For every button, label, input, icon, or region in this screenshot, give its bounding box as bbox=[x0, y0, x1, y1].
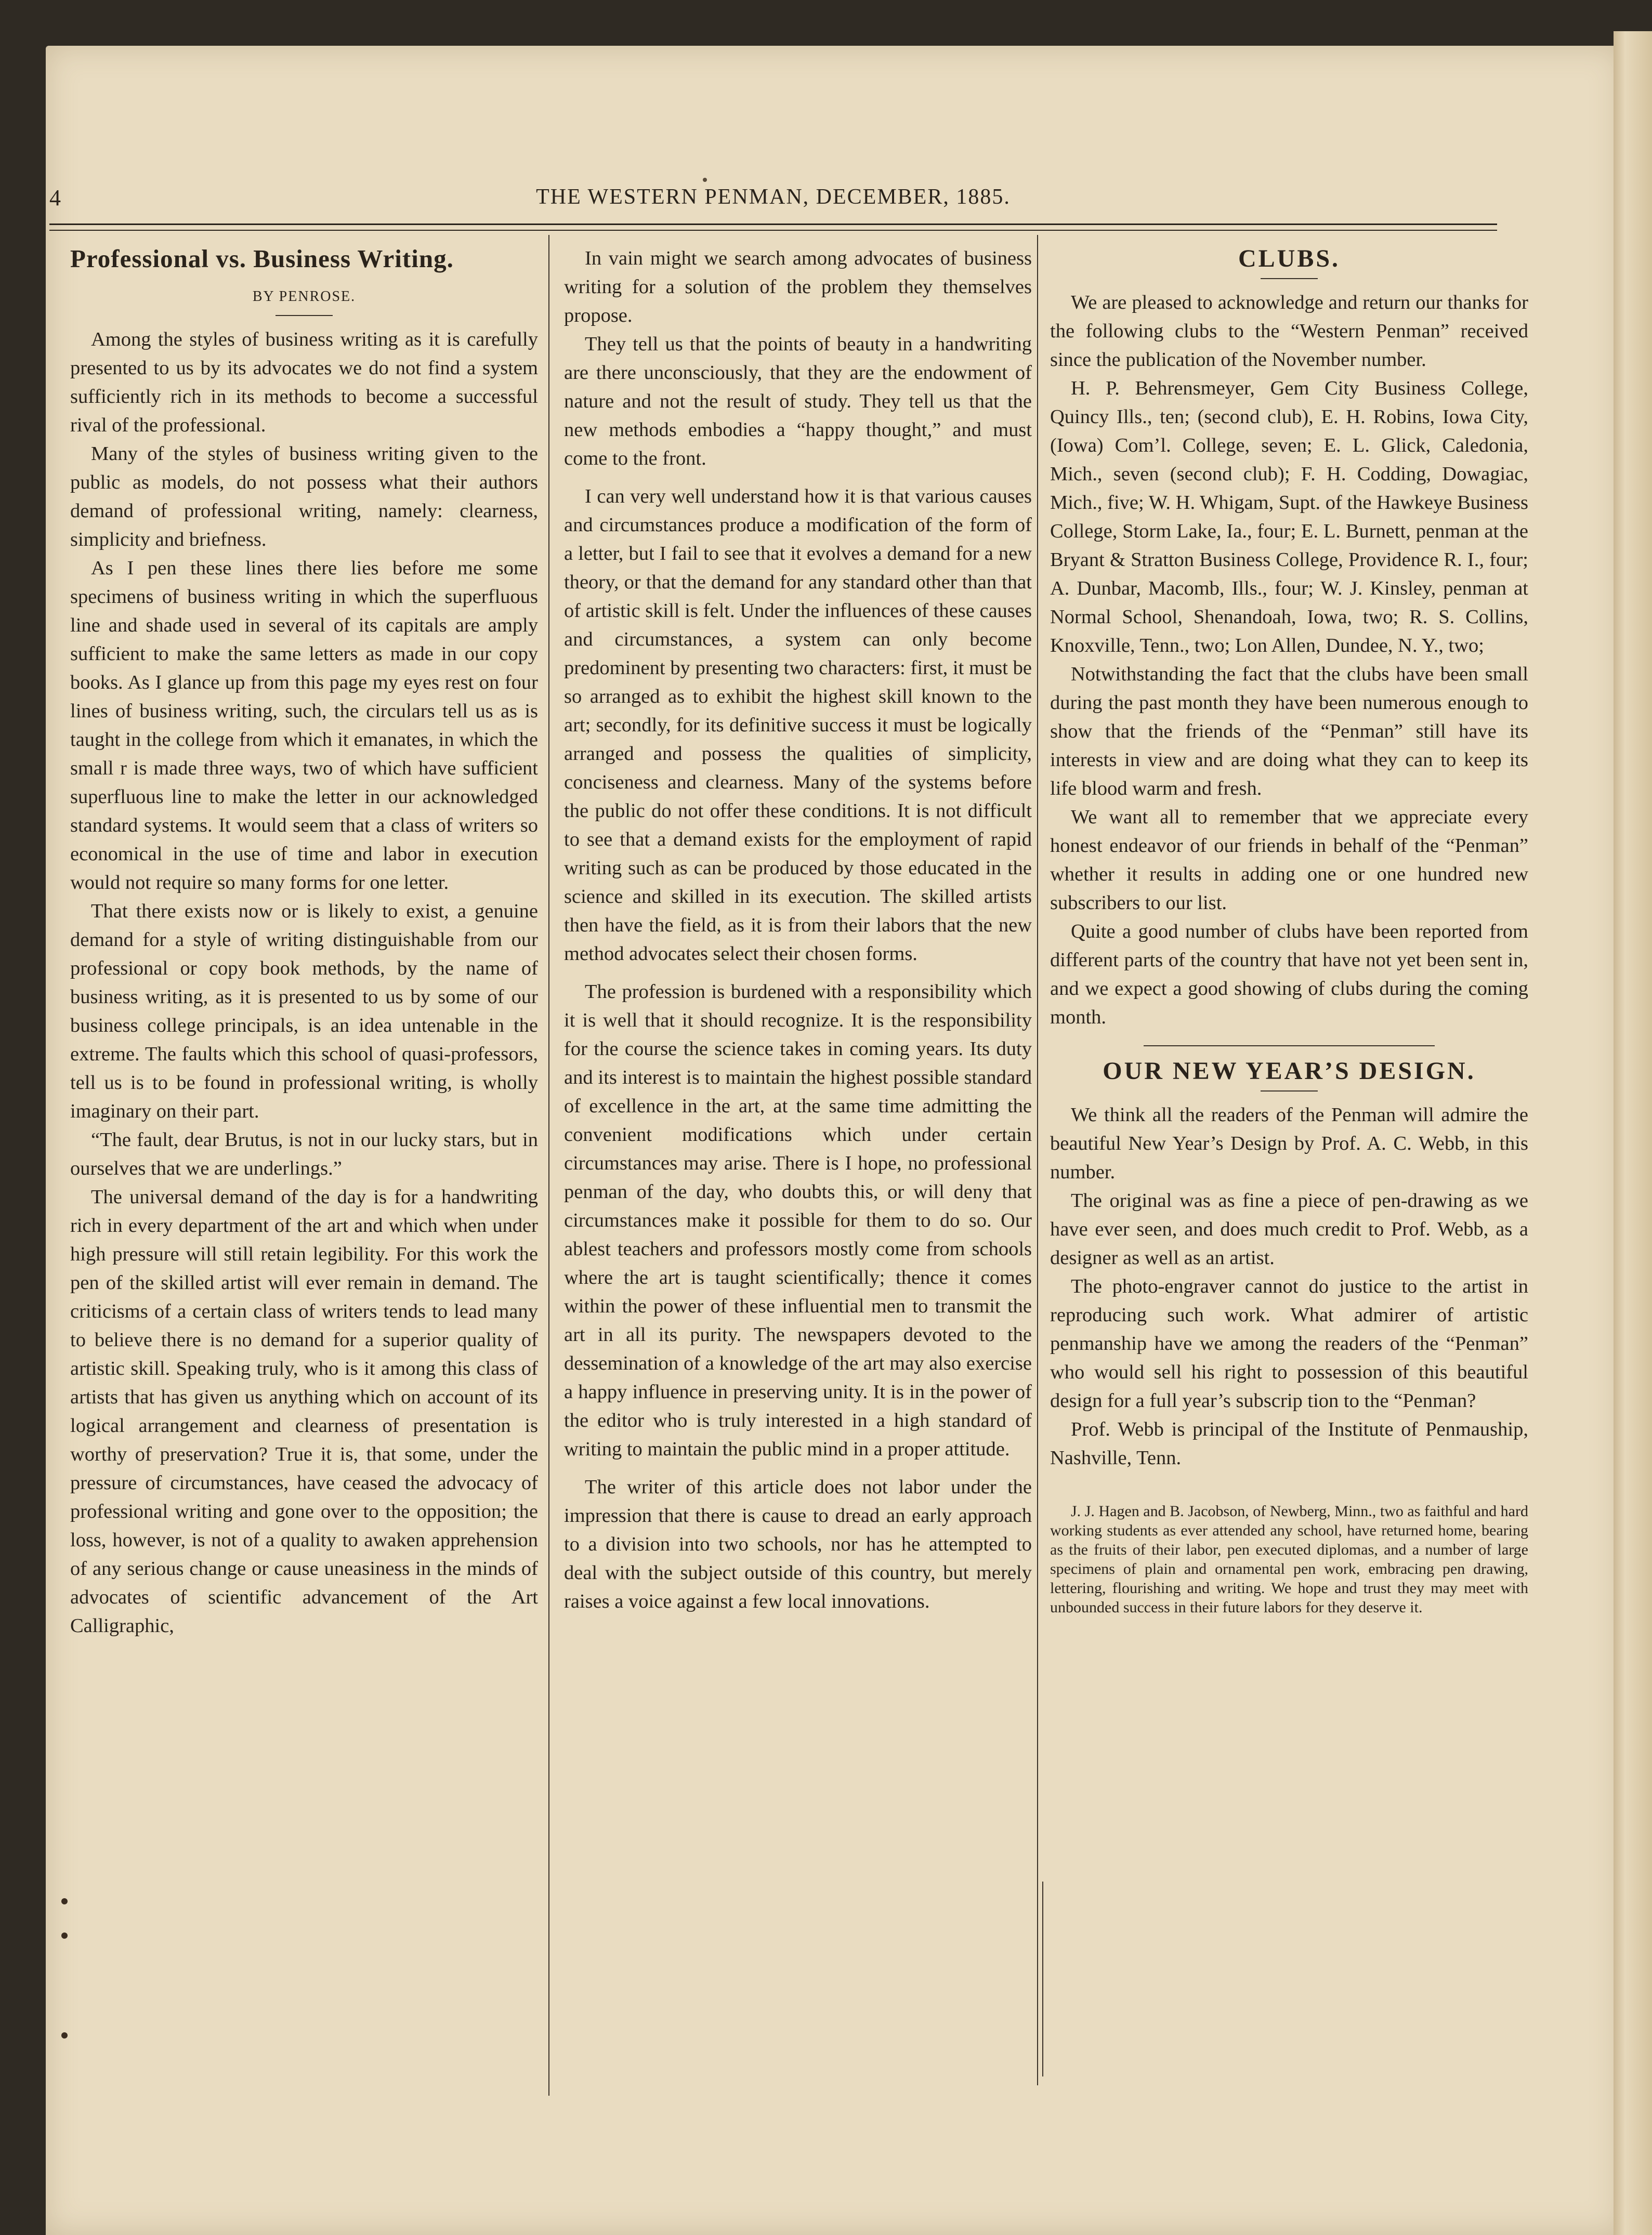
margin-mark bbox=[61, 1898, 68, 1904]
paragraph: We are pleased to acknowledge and return our thanks for the following clubs to the “Western Penman” received since the publication of the November number. bbox=[1050, 292, 1528, 371]
paragraph: Many of the styles of business writing given to the public as models, do not possess what their authors demand of professional writing, namely: clearness, simplicity and briefness. bbox=[70, 443, 538, 550]
paragraph: The writer of this article does not labor under the impression that there is cause to dread an early approach to a division into two schools, nor has he attempted to deal with the subject outside of this country, but merely raises a voice against a few local innovations. bbox=[564, 1476, 1032, 1612]
title-rule bbox=[1261, 278, 1318, 279]
byline: BY PENROSE. bbox=[252, 288, 356, 305]
notice-border bbox=[1042, 1882, 1043, 2076]
section-rule bbox=[1144, 1045, 1435, 1046]
page-header bbox=[49, 185, 1497, 226]
paragraph: As I pen these lines there lies before me some specimens of business writing in which the superfluous line and shade used in several of its capitals are amply sufficient to make the same letters as made in our copy books. As I glance up from this page my eyes rest on four lines of business writing, such, the circulars tell us as is taught in the college from which it emanates, in which the small r is made three ways, two of which have sufficient superfluous line to make the letter in our acknowledged standard systems. It would seem that a class of writers so economical in the use of time and labor in execution would not require so many forms for one letter. bbox=[70, 557, 538, 893]
paragraph: We want all to remember that we appreciate every honest endeavor of our friends in behalf of the “Penman” whether it results in adding one or one hundred new subscribers to our list. bbox=[1050, 806, 1528, 914]
new-year-design-title: OUR NEW YEAR’S DESIGN. bbox=[1103, 1057, 1476, 1085]
paragraph: That there exists now or is likely to exist, a genuine demand for a style of writing distinguishable from our professional or copy book methods, by the name of business writing, as it is presented to us by some of our business college principals, is an idea untenable in the extreme. The faults which this school of quasi-professors, tell us is to be found in professional writing, is wholly imaginary on their part. bbox=[70, 900, 538, 1122]
column-divider bbox=[1037, 235, 1038, 2085]
notice-text: J. J. Hagen and B. Jacobson, of Newberg, Minn., two as faithful and hard working students as ever attended any school, have returned home, bearing as the fruits of their labor, pen executed diplomas, and a number of large specimens of plain and ornamental pen work, embracing pen drawing, lettering, flourishing and writing. We hope and trust they may meet with unbounded success in their future labors for they deserve it. bbox=[1050, 1503, 1528, 1616]
header-rule bbox=[49, 224, 1497, 225]
paragraph: They tell us that the points of beauty in a handwriting are there unconsciously, that they are the endowment of nature and not the result of study. They tell us that the new methods embodies a “happy thought,” and must come to the front. bbox=[564, 333, 1032, 469]
article-professional-vs-business bbox=[70, 244, 538, 1640]
title-rule bbox=[276, 315, 333, 316]
paragraph: The profession is burdened with a responsibility which it is well that it should recognize. It is the responsibility for the course the science takes in coming years. Its duty and its interest is to maintain the highest possible standard of excellence in the art, at the same time admitting the convenient modifications which under certain circumstances may arise. There is I hope, no professional penman of the day, who doubts this, or will deny that circumstances make it possible for them to do so. Our ablest teachers and professors mostly come from schools where the art is taught scientifically; thence it comes within the power of these influential men to transmit the art in all its purity. The newspapers devoted to the dessemination of a knowledge of the art may also exercise a happy influence in preserving unity. It is in the power of the editor who is truly interested in a high standard of writing to maintain the public mind in a proper attitude. bbox=[564, 981, 1032, 1460]
article-continued bbox=[564, 244, 1032, 1616]
adjacent-page-edge bbox=[1614, 31, 1652, 2235]
masthead: THE WESTERN PENMAN, DECEMBER, 1885. bbox=[536, 185, 1011, 209]
personal-notice bbox=[1050, 1502, 1528, 1617]
page-number: 4 bbox=[49, 185, 61, 211]
margin-mark bbox=[61, 1932, 68, 1939]
paragraph: I can very well understand how it is that various causes and circumstances produce a modification of the form of a letter, but I fail to see that it evolves a demand for a new theory, or that the demand for any standard other than that of artistic skill is felt. Under the influences of these causes and circumstances, a system can only become predominent by presenting two characters: first, it must be so arranged as to exhibit the highest skill known to the art; secondly, for its definitive success it must be logically arranged and possess the qualities of simplicity, conciseness and clearness. Many of the systems before the public do not offer these conditions. It is not difficult to see that a demand exists for the employment of rapid writing such as can be produced by those educated in the science and skilled in its execution. The skilled artists then have the field, as it is from their labors that the new method advocates select their chosen forms. bbox=[564, 485, 1032, 965]
ink-dot bbox=[703, 178, 707, 182]
paragraph: Notwithstanding the fact that the clubs have been small during the past month they have been numerous enough to show that the friends of the “Penman” still have its interests in view and are doing what they can to keep its life blood warm and fresh. bbox=[1050, 663, 1528, 799]
article-title: Professional vs. Business Writing. bbox=[70, 244, 454, 273]
paragraph: In vain might we search among advocates of business writing for a solution of the problem they themselves propose. bbox=[564, 247, 1032, 326]
paragraph: The universal demand of the day is for a handwriting rich in every department of the art and which when under high pressure will still retain legibility. For this work the pen of the skilled artist will ever remain in demand. The criticisms of a certain class of writers tends to lead many to believe there is no demand for a superior quality of artistic skill. Speaking truly, who is it among this class of artists that has given us anything which on account of its logical arrangement and clearness of presentation is worthy of preservation? True it is, that some, under the pressure of circumstances, have ceased the advocacy of professional writing and gone over to the opposition; the loss, however, is not of a quality to awaken apprehension of any serious change or cause uneasiness in the minds of advocates of scientific advancement of the Art Calligraphic, bbox=[70, 1186, 538, 1637]
column-divider bbox=[548, 235, 549, 2096]
paragraph: We think all the readers of the Penman will admire the beautiful New Year’s Design by Prof. A. C. Webb, in this number. bbox=[1050, 1104, 1528, 1183]
paragraph: The photo-engraver cannot do justice to the artist in reproducing such work. What admirer of artistic penmanship have we among the readers of the “Penman” who would sell his right to possession of this beautiful design for a full year’s subscrip tion to the “Penman? bbox=[1050, 1276, 1528, 1412]
right-column bbox=[1050, 244, 1528, 1617]
margin-mark bbox=[61, 2032, 68, 2039]
title-rule bbox=[1261, 1090, 1318, 1092]
clubs-title: CLUBS. bbox=[1238, 245, 1341, 272]
paragraph: Among the styles of business writing as it is carefully presented to us by its advocates we do not find a system sufficiently rich in its methods to become a successful rival of the professional. bbox=[70, 328, 538, 436]
paragraph: H. P. Behrensmeyer, Gem City Business College, Quincy Ills., ten; (second club), E. H. Robins, Iowa City, (Iowa) Com’l. College, seven; E. L. Glick, Caledonia, Mich., seven (second club); F. H. Codding, Dowagiac, Mich., five; W. H. Whigam, Supt. of the Hawkeye Business College, Storm Lake, Ia., four; E. L. Burnett, penman at the Bryant & Stratton Business College, Providence R. I., four; A. Dunbar, Macomb, Ills., four; W. J. Kinsley, penman at Normal School, Shenandoah, Iowa, two; R. S. Collins, Knoxville, Tenn., two; Lon Allen, Dundee, N. Y., two; bbox=[1050, 377, 1528, 656]
paragraph: The original was as fine a piece of pen-drawing as we have ever seen, and does much credit to Prof. Webb, as a designer as well as an artist. bbox=[1050, 1190, 1528, 1269]
paragraph: Prof. Webb is principal of the Institute of Penmauship, Nashville, Tenn. bbox=[1050, 1418, 1528, 1469]
quotation: “The fault, dear Brutus, is not in our lucky stars, but in ourselves that we are underlings.” bbox=[70, 1129, 538, 1179]
header-rule-thin bbox=[49, 230, 1497, 231]
paragraph: Quite a good number of clubs have been reported from different parts of the country that have not yet been sent in, and we expect a good showing of clubs during the coming month. bbox=[1050, 921, 1528, 1028]
